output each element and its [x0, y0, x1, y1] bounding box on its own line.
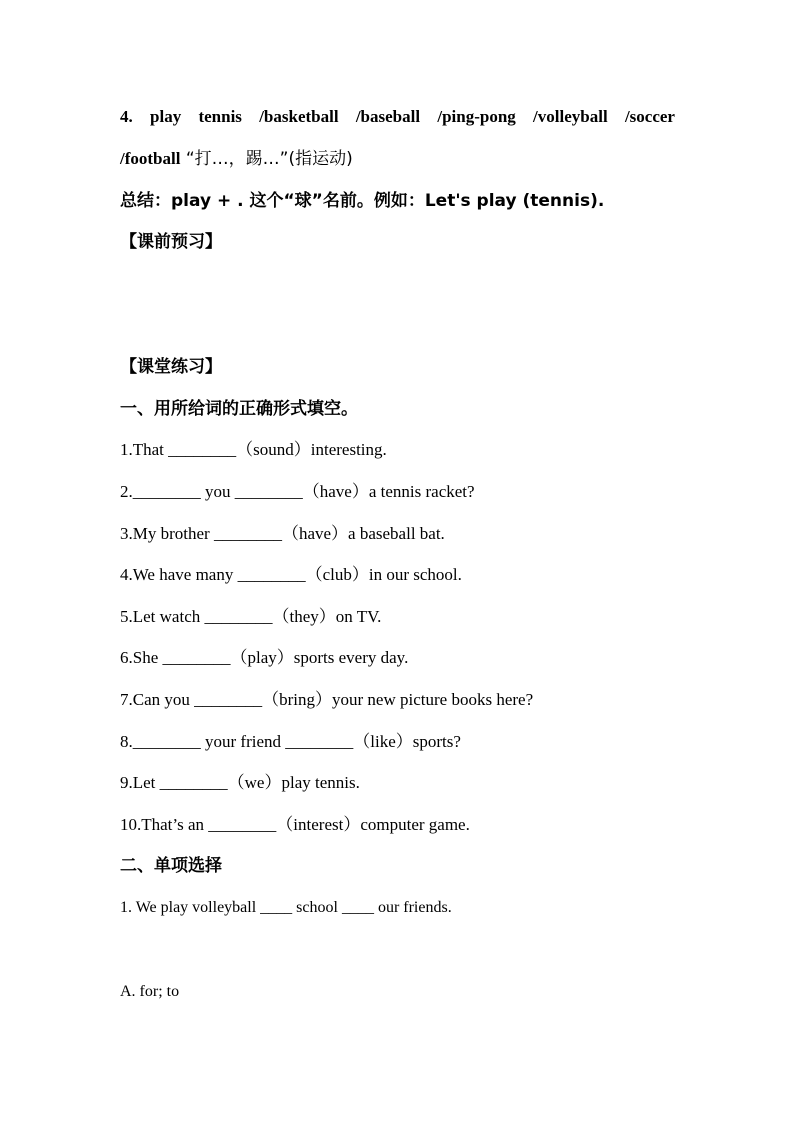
fill-question: 10.That’s an ________（interest）computer game. [120, 815, 470, 834]
phrase4-meaning: “打…，踢…”(指运动) [180, 149, 353, 169]
fill-question: 9.Let ________（we）play tennis. [120, 773, 360, 792]
phrase4-word: play [150, 107, 182, 126]
fill-question: 5.Let watch ________（they）on TV. [120, 607, 382, 626]
summary-text: 总结：play + . 这个“球”名前。例如：Let's play (tennis). [120, 191, 605, 211]
fill-question: 2.________ you ________（have）a tennis racket? [120, 482, 475, 501]
phrase4-football: /football [120, 149, 181, 168]
practice-heading: 【课堂练习】 [120, 357, 222, 377]
phrase4-line1 [120, 106, 675, 128]
fill-question: 6.She ________（play）sports every day. [120, 648, 409, 667]
fill-question: 7.Can you ________（bring）your new picture books here? [120, 690, 534, 709]
phrase4-word: /soccer [624, 107, 675, 126]
fill-question: 3.My brother ________（have）a baseball bat. [120, 524, 445, 543]
preview-heading: 【课前预习】 [120, 232, 222, 252]
section2-title: 二、单项选择 [120, 856, 222, 876]
fill-question: 4.We have many ________（club）in our school. [120, 565, 462, 584]
choice-option-a: A. for; to [120, 983, 180, 1000]
section1-title: 一、用所给词的正确形式填空。 [120, 399, 358, 419]
phrase4-word: /basketball [259, 107, 339, 126]
phrase4-word: tennis [198, 107, 242, 126]
fill-question: 8.________ your friend ________（like）sports? [120, 732, 461, 751]
phrase4-word: 4. [120, 107, 133, 126]
summary-line [120, 190, 604, 212]
phrase4-word: /ping-pong [437, 107, 516, 126]
phrase4-word: /baseball [355, 107, 421, 126]
phrase4-word: /volleyball [533, 107, 608, 126]
phrase4-line2 [120, 148, 353, 170]
choice-question: 1. We play volleyball ____ school ____ our friends. [120, 899, 452, 916]
fill-question: 1.That ________（sound）interesting. [120, 440, 387, 459]
